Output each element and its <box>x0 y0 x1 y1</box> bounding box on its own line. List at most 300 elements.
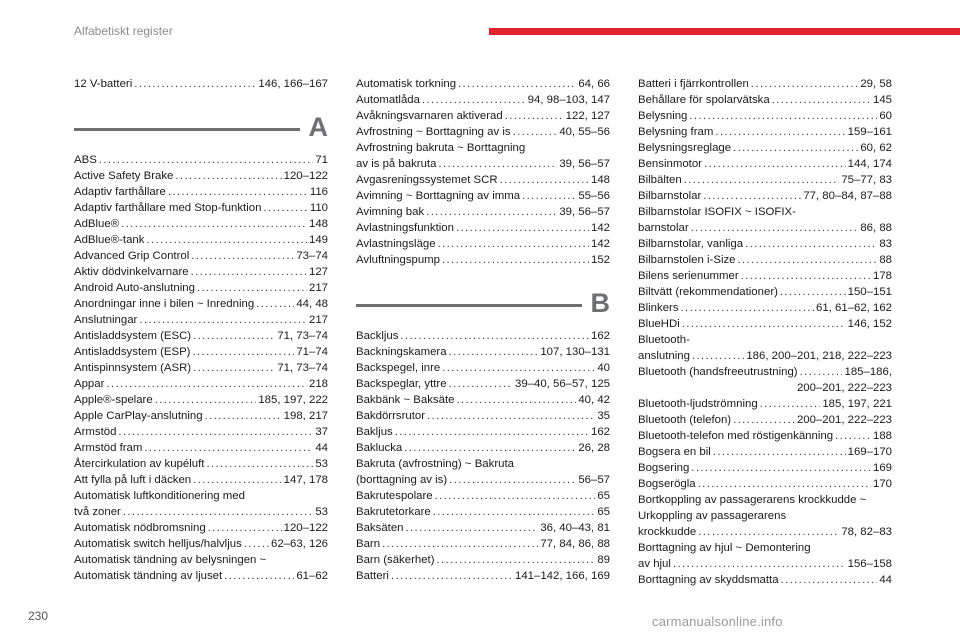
index-entry-line <box>356 124 610 140</box>
index-entry-term: Avlastningsläge <box>356 238 436 250</box>
dot-leader <box>144 440 313 456</box>
index-entry <box>638 540 892 572</box>
index-entry-line <box>356 408 610 424</box>
index-entry-line <box>638 412 892 428</box>
index-entry-pages: 169 <box>872 462 892 474</box>
index-entry <box>74 408 328 424</box>
index-entry-term: Bilbarnstolen i-Size <box>638 254 736 266</box>
index-entry-term: Biltvätt (rekommendationer) <box>638 286 778 298</box>
index-entry-line <box>74 504 328 520</box>
index-entry-term: Bogsering <box>638 462 690 474</box>
index-entry <box>356 344 610 360</box>
index-entry-pages: 110 <box>309 202 328 214</box>
index-entry <box>74 488 328 520</box>
index-entry <box>638 572 892 588</box>
dot-leader <box>682 316 846 332</box>
index-entry <box>356 408 610 424</box>
index-entry-line <box>356 188 610 204</box>
index-entry-pages: 150–151 <box>847 286 892 298</box>
index-entry-line <box>74 472 328 488</box>
index-entry-pages: 39, 56–57 <box>559 206 610 218</box>
index-entry <box>356 204 610 220</box>
index-entry-pages: 159–161 <box>847 126 892 138</box>
index-entry-pages: 62–63, 126 <box>270 538 328 550</box>
dot-leader <box>134 76 256 92</box>
index-entry-line <box>74 536 328 552</box>
index-entry-line <box>356 172 610 188</box>
index-entry <box>356 536 610 552</box>
index-entry <box>356 108 610 124</box>
dot-leader <box>458 76 576 92</box>
index-entry-term: Bluetooth (telefon) <box>638 414 732 426</box>
index-entry-pages: 89 <box>597 554 610 566</box>
index-entry-pages: 146, 152 <box>847 318 892 330</box>
index-entry-pages: 218 <box>308 378 328 390</box>
index-entry <box>356 220 610 236</box>
dot-leader <box>733 412 795 428</box>
index-entry-line <box>356 536 610 552</box>
index-entry-pages: 146, 166–167 <box>258 78 328 90</box>
index-entry <box>74 312 328 328</box>
index-entry <box>356 392 610 408</box>
dot-leader <box>205 408 282 424</box>
index-entry-term: Bluetooth-telefon med röstigenkänning <box>638 430 834 442</box>
dot-leader <box>692 348 744 364</box>
index-entry <box>74 248 328 264</box>
index-entry-line <box>74 248 328 264</box>
index-entry <box>638 492 892 540</box>
index-entry-line <box>638 556 892 572</box>
index-entry <box>74 152 328 168</box>
index-entry-line <box>74 76 328 92</box>
index-entry-term: Avfrostning bakruta ~ Borttagning <box>356 142 526 154</box>
index-entry-term: Att fylla på luft i däcken <box>74 474 192 486</box>
index-entry-line <box>74 264 328 280</box>
index-entry-term: Appar <box>74 378 105 390</box>
index-entry-pages: 88 <box>879 254 892 266</box>
dot-leader <box>192 344 294 360</box>
index-entry-line <box>638 108 892 124</box>
index-entry-pages: 61, 61–62, 162 <box>815 302 892 314</box>
index-entry-line-wrapped <box>356 456 610 472</box>
index-entry-term: Backljus <box>356 330 399 342</box>
index-entry-term: Backspeglar, yttre <box>356 378 447 390</box>
index-entry-pages: 145 <box>872 94 892 106</box>
index-entry-term: Armstöd fram <box>74 442 143 454</box>
page-header-title: Alfabetiskt register <box>74 24 173 38</box>
index-entry <box>638 188 892 204</box>
index-entry-line-wrapped <box>638 492 892 508</box>
index-entry-line <box>356 552 610 568</box>
index-entry-term: AdBlue® <box>74 218 120 230</box>
index-entry <box>638 300 892 316</box>
index-entry-pages: 40, 55–56 <box>559 126 610 138</box>
index-entry-pages: 147, 178 <box>283 474 328 486</box>
dot-leader <box>500 172 589 188</box>
index-entry-pages: 53 <box>315 506 328 518</box>
index-entry-pages: 44, 48 <box>296 298 328 310</box>
index-entry-pages: 39–40, 56–57, 125 <box>514 378 610 390</box>
index-entry-term: Baksäten <box>356 522 404 534</box>
index-entry-line <box>638 124 892 140</box>
index-entry <box>74 280 328 296</box>
index-entry-line <box>74 424 328 440</box>
dot-leader <box>191 264 307 280</box>
index-entry-term: Advanced Grip Control <box>74 250 190 262</box>
section-rule <box>356 304 582 307</box>
dot-leader <box>263 200 307 216</box>
index-entry-line <box>356 488 610 504</box>
index-entry-pages: 149 <box>308 234 328 246</box>
dot-leader <box>224 568 294 584</box>
dot-leader <box>442 360 595 376</box>
index-entry-pages: 29, 58 <box>860 78 892 90</box>
index-entry-line <box>74 344 328 360</box>
index-entry-term: Apple®-spelare <box>74 394 153 406</box>
dot-leader <box>99 152 314 168</box>
dot-leader <box>713 444 846 460</box>
index-entry-term: Behållare för spolarvätska <box>638 94 770 106</box>
index-entry <box>638 460 892 476</box>
index-entry-line <box>74 184 328 200</box>
index-entry <box>74 392 328 408</box>
index-entry-pages: 107, 130–131 <box>540 346 610 358</box>
dot-leader <box>751 76 859 92</box>
index-entry-term: Armstöd <box>74 426 117 438</box>
index-entry-line <box>74 360 328 376</box>
dot-leader <box>835 428 871 444</box>
index-entry-term: Antisladdsystem (ESP) <box>74 346 191 358</box>
dot-leader <box>435 488 596 504</box>
index-entry <box>74 552 328 584</box>
index-entry-line <box>74 440 328 456</box>
index-entry-pages: 75–77, 83 <box>841 174 892 186</box>
index-entry-term: (borttagning av is) <box>356 474 448 486</box>
dot-leader <box>456 392 576 408</box>
index-entry-term: Automatisk tändning av ljuset <box>74 570 223 582</box>
index-entry <box>356 424 610 440</box>
index-entry-pages: 198, 217 <box>283 410 328 422</box>
dot-leader <box>123 504 313 520</box>
index-entry-pages: 186, 200–201, 218, 222–223 <box>746 350 892 362</box>
index-entry <box>638 252 892 268</box>
index-entry-pages: 61–62 <box>296 570 328 582</box>
index-entry <box>356 456 610 488</box>
index-entry-pages: 60 <box>879 110 892 122</box>
dot-leader <box>404 440 576 456</box>
index-entry-term: Apple CarPlay-anslutning <box>74 410 203 422</box>
index-entry <box>638 284 892 300</box>
index-entry-term: Avlastningsfunktion <box>356 222 454 234</box>
index-entry-line <box>356 76 610 92</box>
dot-leader <box>449 472 576 488</box>
dot-leader <box>400 328 589 344</box>
index-entry-line <box>74 168 328 184</box>
index-entry-line <box>638 76 892 92</box>
index-entry-pages: 36, 40–43, 81 <box>540 522 610 534</box>
index-column-3 <box>638 76 892 588</box>
index-entry-line <box>74 296 328 312</box>
dot-leader <box>522 188 576 204</box>
index-entry <box>638 156 892 172</box>
index-column-2 <box>356 76 610 584</box>
dot-leader <box>738 252 878 268</box>
index-entry <box>356 76 610 92</box>
index-entry-pages: 39, 56–57 <box>559 158 610 170</box>
index-entry-term: Bluetooth (handsfreeutrustning) <box>638 366 798 378</box>
index-entry-line <box>74 280 328 296</box>
index-entry-line <box>356 440 610 456</box>
index-entry-term: barnstolar <box>638 222 689 234</box>
index-entry-line <box>638 524 892 540</box>
index-entry-term: Automatlåda <box>356 94 420 106</box>
index-entry-term: Avåkningsvarnaren aktiverad <box>356 110 503 122</box>
index-entry-term: Bilbarnstolar, vanliga <box>638 238 744 250</box>
dot-leader <box>256 296 294 312</box>
index-entry-line <box>356 424 610 440</box>
index-entry <box>356 488 610 504</box>
dot-leader <box>146 232 307 248</box>
index-entry <box>638 236 892 252</box>
dot-leader <box>437 552 596 568</box>
index-entry-line <box>638 396 892 412</box>
index-entry-pages: 60, 62 <box>860 142 892 154</box>
index-entry <box>638 396 892 412</box>
index-entry-line <box>638 572 892 588</box>
index-entry-term: av hjul <box>638 558 671 570</box>
index-entry <box>356 188 610 204</box>
index-entry-term: Aktiv dödvinkelvarnare <box>74 266 189 278</box>
index-entry-pages: 44 <box>315 442 328 454</box>
index-entry <box>356 140 610 172</box>
dot-leader <box>733 140 858 156</box>
dot-leader <box>513 124 558 140</box>
section-divider <box>356 282 610 322</box>
dot-leader <box>449 376 513 392</box>
index-entry-line-wrapped <box>74 552 328 568</box>
index-entry <box>638 204 892 236</box>
index-entry <box>638 124 892 140</box>
index-entry-term: Antispinnsystem (ASR) <box>74 362 192 374</box>
index-entry-pages: 120–122 <box>283 170 328 182</box>
dot-leader <box>691 460 871 476</box>
index-entry-pages: 185, 197, 221 <box>822 398 892 410</box>
index-entry <box>356 552 610 568</box>
dot-leader <box>684 172 840 188</box>
index-entry <box>356 92 610 108</box>
index-entry-pages: 71, 73–74 <box>277 362 328 374</box>
index-entry-pages-continued: 200–201, 222–223 <box>796 382 892 394</box>
index-entry-term: Backningskamera <box>356 346 447 358</box>
index-entry-line <box>74 200 328 216</box>
dot-leader <box>698 524 839 540</box>
index-entry-line <box>638 188 892 204</box>
index-entry-line <box>638 268 892 284</box>
index-entry-line <box>356 376 610 392</box>
index-entry-pages: 94, 98–103, 147 <box>527 94 610 106</box>
index-entry-pages: 152 <box>590 254 610 266</box>
index-entry-line <box>74 328 328 344</box>
index-entry-term: Bilbarnstolar ISOFIX ~ ISOFIX- <box>638 206 796 218</box>
index-entry-term: Bensinmotor <box>638 158 702 170</box>
index-entry-line <box>356 156 610 172</box>
index-entry-term: Avimning ~ Borttagning av imma <box>356 190 521 202</box>
index-entry-line <box>356 204 610 220</box>
index-entry-pages: 156–158 <box>847 558 892 570</box>
index-entry-term: AdBlue®-tank <box>74 234 145 246</box>
index-entry <box>74 424 328 440</box>
index-entry-term: Bogserögla <box>638 478 696 490</box>
index-entry <box>638 108 892 124</box>
index-entry-term: Borttagning av hjul ~ Demontering <box>638 542 811 554</box>
index-entry-line-wrapped <box>638 332 892 348</box>
index-entry <box>356 568 610 584</box>
index-entry-line <box>638 156 892 172</box>
index-entry-pages: 83 <box>879 238 892 250</box>
index-entry-term: av is på bakruta <box>356 158 437 170</box>
index-entry-term: ABS <box>74 154 97 166</box>
dot-leader <box>426 204 557 220</box>
section-letter: B <box>590 288 610 318</box>
index-entry-line-wrapped <box>638 508 892 524</box>
index-entry <box>638 476 892 492</box>
index-entry-term: Bakljus <box>356 426 393 438</box>
index-entry-line <box>74 376 328 392</box>
index-entry-term: Automatisk tändning av belysningen ~ <box>74 554 267 566</box>
dot-leader <box>391 568 513 584</box>
index-entry <box>74 168 328 184</box>
dot-leader <box>155 392 257 408</box>
index-entry-pages: 122, 127 <box>565 110 610 122</box>
index-entry-term: Anslutningar <box>74 314 138 326</box>
index-entry-pages: 188 <box>872 430 892 442</box>
index-entry-pages: 142 <box>590 222 610 234</box>
dot-leader <box>745 236 877 252</box>
index-entry <box>74 344 328 360</box>
index-entry <box>638 412 892 428</box>
index-entry-line <box>356 472 610 488</box>
index-entry-pages: 78, 82–83 <box>841 526 892 538</box>
index-entry-term: Avluftningspump <box>356 254 441 266</box>
index-entry-term: Avgasreningssystemet SCR <box>356 174 498 186</box>
index-entry-line <box>74 456 328 472</box>
index-entry <box>74 376 328 392</box>
index-entry-line <box>638 444 892 460</box>
index-entry-line-wrapped <box>356 140 610 156</box>
index-entry <box>356 504 610 520</box>
index-entry-term: Belysningsreglage <box>638 142 732 154</box>
index-entry-pages: 73–74 <box>296 250 328 262</box>
index-entry-term: anslutning <box>638 350 690 362</box>
dot-leader <box>382 536 538 552</box>
dot-leader <box>121 216 307 232</box>
index-entry-line <box>638 284 892 300</box>
index-entry-pages: 77, 84, 86, 88 <box>540 538 610 550</box>
index-entry <box>74 296 328 312</box>
dot-leader <box>438 156 557 172</box>
index-entry <box>74 440 328 456</box>
dot-leader <box>704 156 846 172</box>
index-entry-term: krockkudde <box>638 526 697 538</box>
index-entry-line <box>638 236 892 252</box>
index-entry-pages: 148 <box>308 218 328 230</box>
index-entry <box>638 316 892 332</box>
index-entry-pages: 162 <box>590 330 610 342</box>
dot-leader <box>244 536 269 552</box>
index-entry-line <box>356 92 610 108</box>
index-entry-term: Batteri <box>356 570 389 582</box>
index-entry-term: Borttagning av skyddsmatta <box>638 574 779 586</box>
index-entry <box>638 172 892 188</box>
index-entry-pages: 142 <box>590 238 610 250</box>
index-entry <box>638 92 892 108</box>
index-entry-pages: 170 <box>872 478 892 490</box>
index-entry-line <box>74 568 328 584</box>
index-entry <box>74 536 328 552</box>
dot-leader <box>449 344 539 360</box>
index-entry-pages: 148 <box>590 174 610 186</box>
dot-leader <box>193 472 282 488</box>
index-entry-term: Barn (säkerhet) <box>356 554 435 566</box>
index-entry-term: Bilens serienummer <box>638 270 739 282</box>
index-entry-pages: 77, 80–84, 87–88 <box>803 190 892 202</box>
index-entry-pages: 144, 174 <box>847 158 892 170</box>
dot-leader <box>673 556 846 572</box>
index-entry-line <box>638 92 892 108</box>
index-entry-line-wrapped <box>74 488 328 504</box>
index-entry-pages: 178 <box>872 270 892 282</box>
index-entry-term: Bilbälten <box>638 174 682 186</box>
index-entry-pages: 64, 66 <box>578 78 610 90</box>
watermark: carmanualsonline.info <box>652 614 783 629</box>
dot-leader <box>780 284 846 300</box>
index-entry-term: Bakrutespolare <box>356 490 433 502</box>
index-entry-line <box>74 232 328 248</box>
dot-leader <box>118 424 313 440</box>
index-entry-term: Adaptiv farthållare <box>74 186 166 198</box>
dot-leader <box>191 248 294 264</box>
index-entry-line <box>356 360 610 376</box>
dot-leader <box>193 328 275 344</box>
index-entry-term: Batteri i fjärrkontrollen <box>638 78 749 90</box>
dot-leader <box>741 268 871 284</box>
index-entry-term: Automatisk torkning <box>356 78 457 90</box>
dot-leader <box>438 236 589 252</box>
index-entry-line <box>356 236 610 252</box>
index-entry-term: Bakbänk ~ Baksäte <box>356 394 455 406</box>
index-entry <box>638 140 892 156</box>
index-entry-term: Baklucka <box>356 442 403 454</box>
dot-leader <box>781 572 878 588</box>
dot-leader <box>698 476 871 492</box>
dot-leader <box>208 520 282 536</box>
dot-leader <box>168 184 308 200</box>
index-entry-line <box>356 504 610 520</box>
index-entry <box>638 428 892 444</box>
section-letter: A <box>308 112 328 142</box>
index-entry-line <box>638 348 892 364</box>
index-entry-term: Bluetooth-ljudströmning <box>638 398 758 410</box>
index-entry <box>74 520 328 536</box>
index-entry-line <box>356 344 610 360</box>
index-entry-pages: 40, 42 <box>578 394 610 406</box>
index-entry-term: Adaptiv farthållare med Stop-funktion <box>74 202 262 214</box>
index-column-1 <box>74 76 328 584</box>
index-entry-term: 12 V-batteri <box>74 78 133 90</box>
index-entry-line <box>356 328 610 344</box>
dot-leader <box>681 300 814 316</box>
index-entry-pages: 55–56 <box>578 190 610 202</box>
